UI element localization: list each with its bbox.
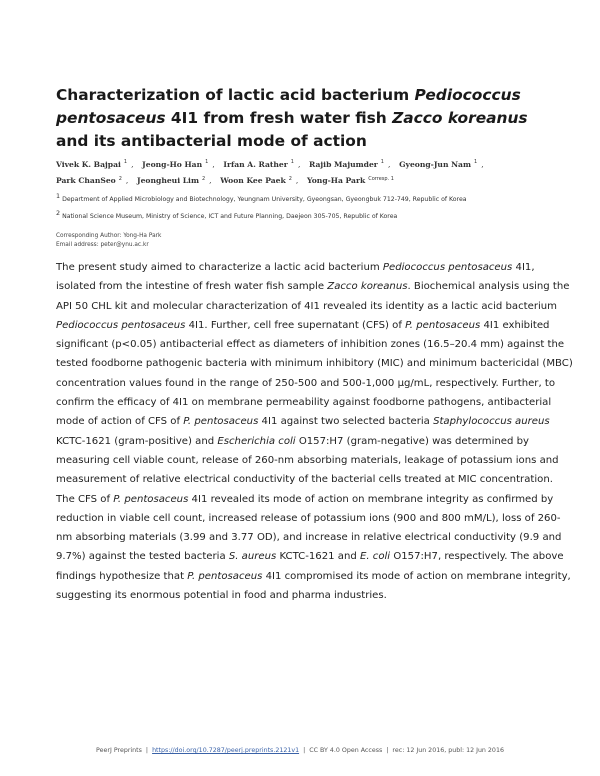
- author-affiliation-marker: 1: [205, 159, 209, 165]
- author: [309, 160, 384, 169]
- author-affiliation-marker: 1: [123, 159, 128, 165]
- author-name: Irfan A. Rather: [223, 159, 288, 169]
- author-name: Jeongheui Lim: [137, 176, 199, 186]
- author-separator: ,: [131, 159, 134, 169]
- abstract-segment: The present study aimed to characterize a lactic acid bacterium: [56, 262, 383, 273]
- abstract-species-name: P. pentosaceus: [405, 319, 481, 331]
- corresponding-author-block: [56, 232, 556, 250]
- footer-license: CC BY 4.0 Open Access: [309, 747, 383, 754]
- abstract-segment: O157:H7 (gram-negative) was determined by measuring cell viable count, release of 260-nm absorbing materials, leakage of potassium ions and measurement of relative electrical conductivity of the bacterial cells treated at MIC concentration. The CFS of: [56, 435, 559, 505]
- author-name: Yong-Ha Park: [306, 176, 366, 186]
- author-affiliation-marker: 1: [290, 159, 294, 165]
- title-part-5: and its antibacterial mode of action: [56, 132, 367, 150]
- corresponding-email: Email address: peter@ynu.ac.kr: [56, 242, 149, 248]
- footer-journal: PeerJ Preprints: [96, 747, 142, 754]
- abstract-species-name: Zacco koreanus: [327, 281, 408, 293]
- preprint-footer: [0, 747, 600, 754]
- affiliation: [56, 192, 556, 204]
- abstract-segment: 4I1 revealed its mode of action on membrane integrity as confirmed by reduction in viable cell count, increased release of potassium ions (900 and 800 mM/L), loss of 260-nm absorbing materials (3.99 and 3.77 OD), and increase in relative electrical conductivity (9.9 and 9.7%) against the tested bacteria: [56, 493, 562, 563]
- abstract-segment: 4I1 compromised its mode of action on membrane integrity, suggesting its enormous potential in food and pharma industries.: [56, 570, 571, 602]
- footer-separator: |: [303, 747, 306, 754]
- affiliation-number: 1: [56, 192, 61, 200]
- affiliation-number: 2: [56, 209, 61, 217]
- author: [137, 176, 205, 185]
- affiliation-text: Department of Applied Microbiology and Biotechnology, Yeungnam University, Gyeongsan, Gyeongbuk 712-749, Republic of Korea: [62, 196, 467, 203]
- author-affiliation-marker: Corresp. 1: [368, 175, 394, 182]
- abstract-text: [56, 258, 574, 605]
- title-fish-name: Zacco koreanus: [392, 109, 528, 127]
- author-separator: ,: [125, 176, 129, 186]
- author: [56, 160, 127, 169]
- title-part-3: 4I1 from fresh water fish: [165, 109, 393, 127]
- author-separator: ,: [481, 159, 484, 169]
- title-part-1: Characterization of lactic acid bacterium: [56, 86, 415, 104]
- abstract-segment: O157:H7, respectively. The above findings hypothesize that: [56, 551, 564, 582]
- footer-separator: |: [145, 747, 149, 754]
- abstract-segment: . Biochemical analysis using the API 50 CHL kit and molecular characterization of 4I1 revealed its identity as a lactic acid bacterium: [56, 281, 570, 312]
- abstract-segment: 4I1. Further, cell free supernatant (CFS) of: [185, 319, 406, 331]
- abstract-segment: KCTC-1621 (gram-positive) and: [56, 435, 218, 447]
- abstract-species-name: P. pentosaceus: [183, 416, 259, 428]
- abstract-species-name: P. pentosaceus: [187, 570, 263, 582]
- author-separator: ,: [387, 159, 391, 169]
- author-affiliation-marker: 1: [380, 159, 384, 165]
- abstract-species-name: Escherichia coli: [217, 435, 296, 447]
- author: [142, 160, 208, 169]
- abstract-species-name: S. aureus: [228, 551, 277, 563]
- footer-doi-link[interactable]: https://doi.org/10.7287/peerj.preprints.2121v1: [152, 747, 300, 754]
- author: [399, 160, 477, 169]
- abstract-segment: 4I1 exhibited significant (p<0.05) antibacterial effect as diameters of inhibition zones (16.5–20.4 mm) against the tested foodborne pathogenic bacteria with minimum inhibitory (MIC) and minimum bactericidal (MBC) concentration values found in the range of 250-500 and 500-1,000 µg/mL, respectively. Further, to confirm the efficacy of 4I1 on membrane permeability against foodborne pathogens, antibacterial mode of action of CFS of: [56, 319, 573, 428]
- abstract-species-name: P. pentosaceus: [113, 493, 189, 505]
- author: [223, 160, 294, 169]
- corresponding-author: Corresponding Author: Yong-Ha Park: [56, 233, 162, 239]
- author-separator: ,: [212, 159, 215, 169]
- author-affiliation-marker: 2: [288, 175, 292, 182]
- title-species-name: Pediococcus pentosaceus: [56, 86, 521, 127]
- footer-separator: |: [386, 747, 389, 754]
- footer-dates: rec: 12 Jun 2016, publ: 12 Jun 2016: [392, 747, 504, 754]
- author-affiliation-marker: 2: [201, 175, 206, 182]
- author: [307, 176, 394, 185]
- affiliations: [56, 192, 556, 226]
- author-affiliation-marker: 1: [474, 159, 478, 165]
- author: [56, 176, 122, 185]
- author-affiliation-marker: 2: [118, 175, 122, 182]
- author-separator: ,: [209, 176, 212, 186]
- author-name: Woon Kee Paek: [220, 176, 286, 186]
- abstract-species-name: E. coli: [359, 551, 391, 563]
- abstract-species-name: Pediococcus pentosaceus: [56, 319, 186, 331]
- abstract-segment: 4I1 against two selected bacteria: [258, 416, 434, 428]
- author-separator: ,: [297, 159, 301, 169]
- author-name: Jeong-Ho Han: [142, 159, 203, 169]
- author-list: [56, 155, 556, 188]
- abstract-species-name: Pediococcus pentosaceus: [382, 262, 513, 273]
- paper-title: [56, 84, 556, 153]
- affiliation: [56, 209, 556, 221]
- author: [220, 176, 292, 185]
- author-separator: ,: [295, 176, 299, 186]
- affiliation-text: National Science Museum, Ministry of Science, ICT and Future Planning, Daejeon 305-705, Republic of Korea: [62, 213, 398, 220]
- author-name: Park ChanSeo: [56, 176, 116, 186]
- abstract-segment: 4I1, isolated from the intestine of fresh water fish sample: [56, 262, 535, 293]
- abstract-segment: KCTC-1621 and: [276, 551, 360, 563]
- abstract-species-name: Staphylococcus aureus: [433, 416, 550, 428]
- author-name: Rajib Majumder: [309, 159, 378, 169]
- author-name: Gyeong-Jun Nam: [399, 159, 472, 169]
- author-name: Vivek K. Bajpai: [56, 159, 121, 169]
